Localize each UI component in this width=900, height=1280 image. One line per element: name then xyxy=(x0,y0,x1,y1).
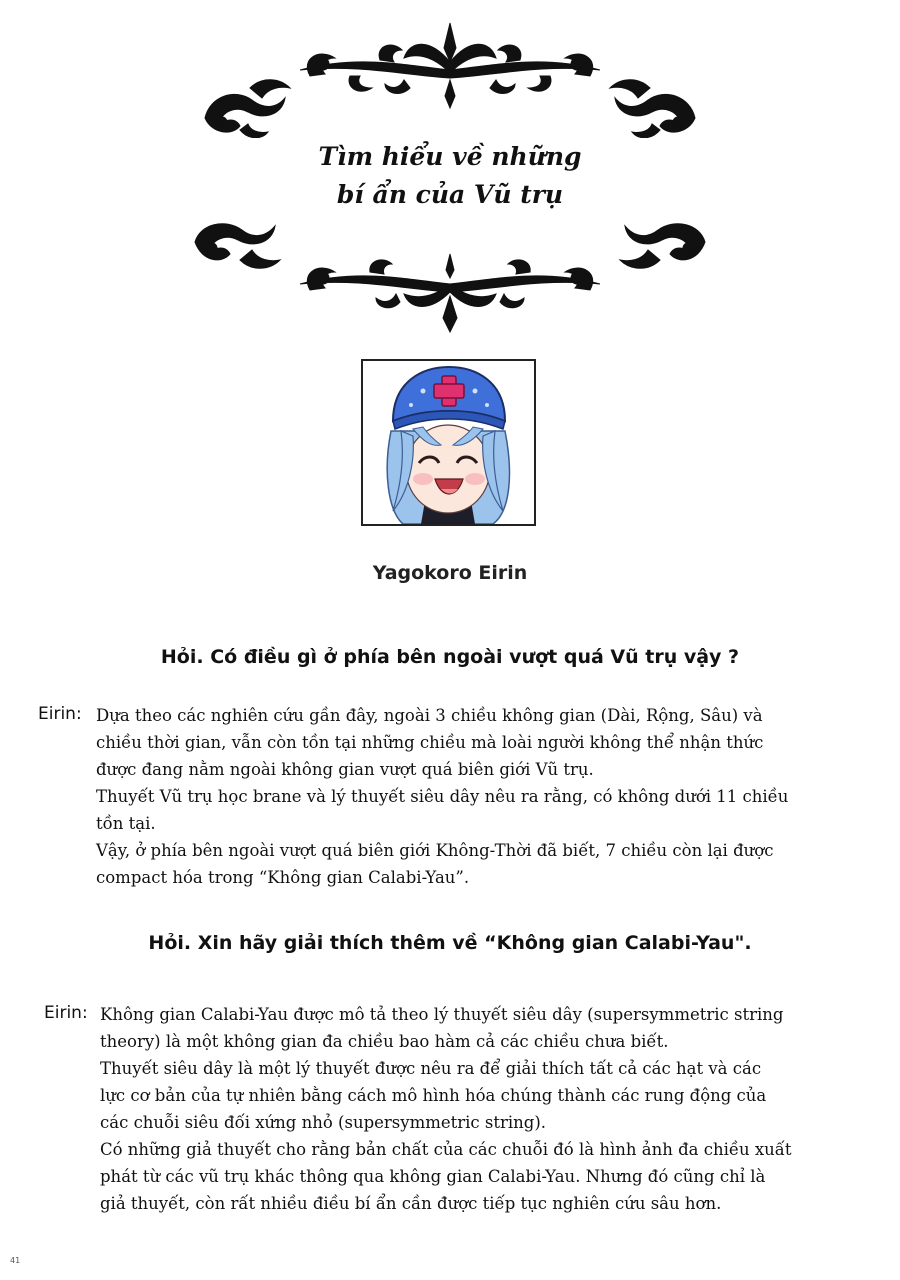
speaker-label-2: Eirin: xyxy=(44,1003,88,1023)
character-name: Yagokoro Eirin xyxy=(372,562,528,584)
character-portrait xyxy=(361,359,536,526)
ornament-bottom xyxy=(0,212,900,337)
title-line-2: bí ẩn của Vũ trụ xyxy=(336,180,564,209)
answer-1-line: Thuyết Vũ trụ học brane và lý thuyết siêu dây nêu ra rằng, có không dưới 11 chiều xyxy=(96,787,789,806)
question-2: Hỏi. Xin hãy giải thích thêm về “Không gian Calabi-Yau". xyxy=(148,932,752,954)
answer-1-line: tồn tại. xyxy=(96,814,156,833)
speaker-label-1: Eirin: xyxy=(38,704,82,724)
answer-2-line: theory) là một không gian đa chiều bao hàm cả các chiều chưa biết. xyxy=(100,1032,669,1051)
answer-2-line: giả thuyết, còn rất nhiều điều bí ẩn cần được tiếp tục nghiên cứu sâu hơn. xyxy=(100,1194,722,1213)
answer-2-line: Thuyết siêu dây là một lý thuyết được nêu ra để giải thích tất cả các hạt và các xyxy=(100,1059,762,1078)
answer-1-line: chiều thời gian, vẫn còn tồn tại những chiều mà loài người không thể nhận thức xyxy=(96,733,764,752)
answer-2-line: phát từ các vũ trụ khác thông qua không gian Calabi-Yau. Nhưng đó cũng chỉ là xyxy=(100,1167,766,1186)
page-title xyxy=(0,138,900,214)
answer-2-line: các chuỗi siêu đối xứng nhỏ (supersymmetric string). xyxy=(100,1113,547,1132)
answer-1 xyxy=(96,702,876,891)
answer-1-line: Dựa theo các nghiên cứu gần đây, ngoài 3 chiều không gian (Dài, Rộng, Sâu) và xyxy=(96,706,763,725)
answer-1-line: compact hóa trong “Không gian Calabi-Yau”. xyxy=(96,868,470,887)
answer-2-line: Có những giả thuyết cho rằng bản chất của các chuỗi đó là hình ảnh đa chiều xuất xyxy=(100,1140,792,1159)
page-number: 41 xyxy=(10,1256,21,1265)
ornament-top xyxy=(0,18,900,138)
portrait-eirin xyxy=(363,361,534,524)
answer-2-line: lực cơ bản của tự nhiên bằng cách mô hình hóa chúng thành các rung động của xyxy=(100,1086,767,1105)
answer-2 xyxy=(100,1001,880,1217)
answer-1-line: được đang nằm ngoài không gian vượt quá biên giới Vũ trụ. xyxy=(96,760,594,779)
answer-2-line: Không gian Calabi-Yau được mô tả theo lý thuyết siêu dây (supersymmetric string xyxy=(100,1005,784,1024)
question-1: Hỏi. Có điều gì ở phía bên ngoài vượt quá Vũ trụ vậy ? xyxy=(160,646,740,668)
answer-1-line: Vậy, ở phía bên ngoài vượt quá biên giới Không-Thời đã biết, 7 chiều còn lại được xyxy=(96,841,774,860)
title-line-1: Tìm hiểu về những xyxy=(318,142,582,171)
